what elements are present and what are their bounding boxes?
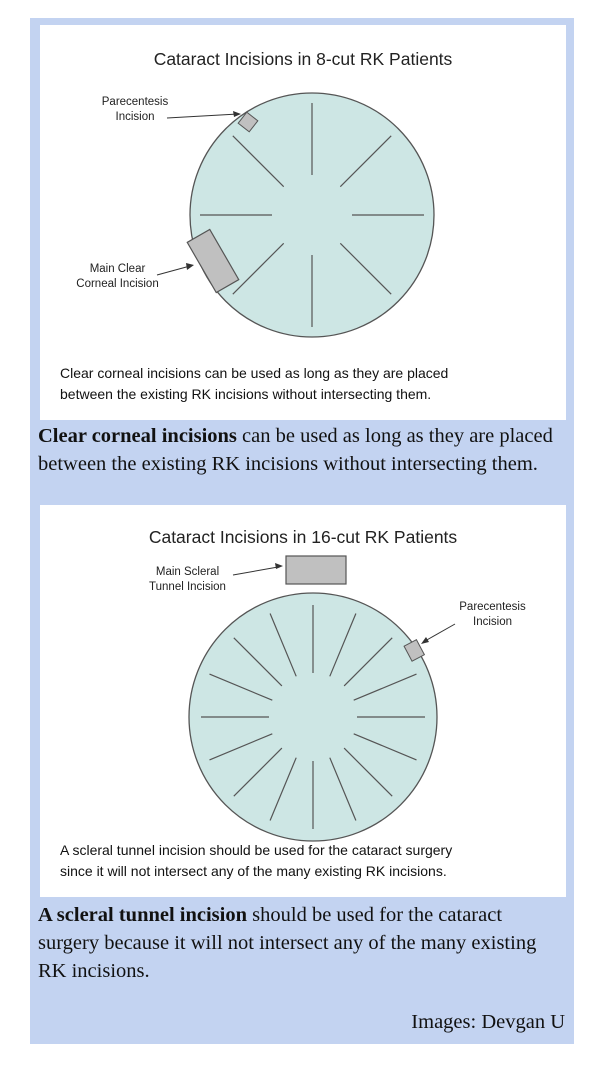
image-credit: Images: Devgan U bbox=[411, 1011, 565, 1033]
pointer-line bbox=[233, 567, 278, 575]
figure-title: Cataract Incisions in 8-cut RK Patients bbox=[153, 49, 453, 69]
figure-title: Cataract Incisions in 16-cut RK Patients bbox=[148, 527, 458, 547]
paracentesis-label: Parecentesis Incision bbox=[101, 96, 169, 123]
caption-2-bold: A scleral tunnel incision bbox=[38, 904, 248, 926]
main-incision-label: Main Scleral Tunnel Incision bbox=[149, 566, 226, 593]
caption-2 bbox=[38, 901, 568, 985]
main-scleral-tunnel-incision bbox=[286, 556, 346, 584]
figure-caption: A scleral tunnel incision should be used for the cataract surgery since it will not intersect any of the many existing RK incisions. bbox=[60, 842, 453, 879]
eye-diagram-8-cut bbox=[40, 25, 566, 420]
caption-1-bold: Clear corneal incisions bbox=[38, 425, 237, 447]
pointer-line bbox=[167, 114, 238, 118]
eye-diagram-16-cut bbox=[40, 505, 566, 897]
caption-2-text: should be used for the cataract surgery because it will not intersect any of the many existing RK incisions. bbox=[38, 904, 537, 982]
caption-1-text: can be used as long as they are placed between the existing RK incisions without intersecting them. bbox=[38, 425, 553, 475]
figure-caption: Clear corneal incisions can be used as long as they are placed between the existing RK incisions without intersecting them. bbox=[60, 365, 449, 402]
figure-16-cut-rk bbox=[40, 505, 566, 897]
figure-8-cut-rk bbox=[40, 25, 566, 420]
main-incision-label: Main Clear Corneal Incision bbox=[76, 263, 159, 290]
paracentesis-label: Parecentesis Incision bbox=[459, 601, 526, 628]
caption-1 bbox=[38, 422, 568, 478]
